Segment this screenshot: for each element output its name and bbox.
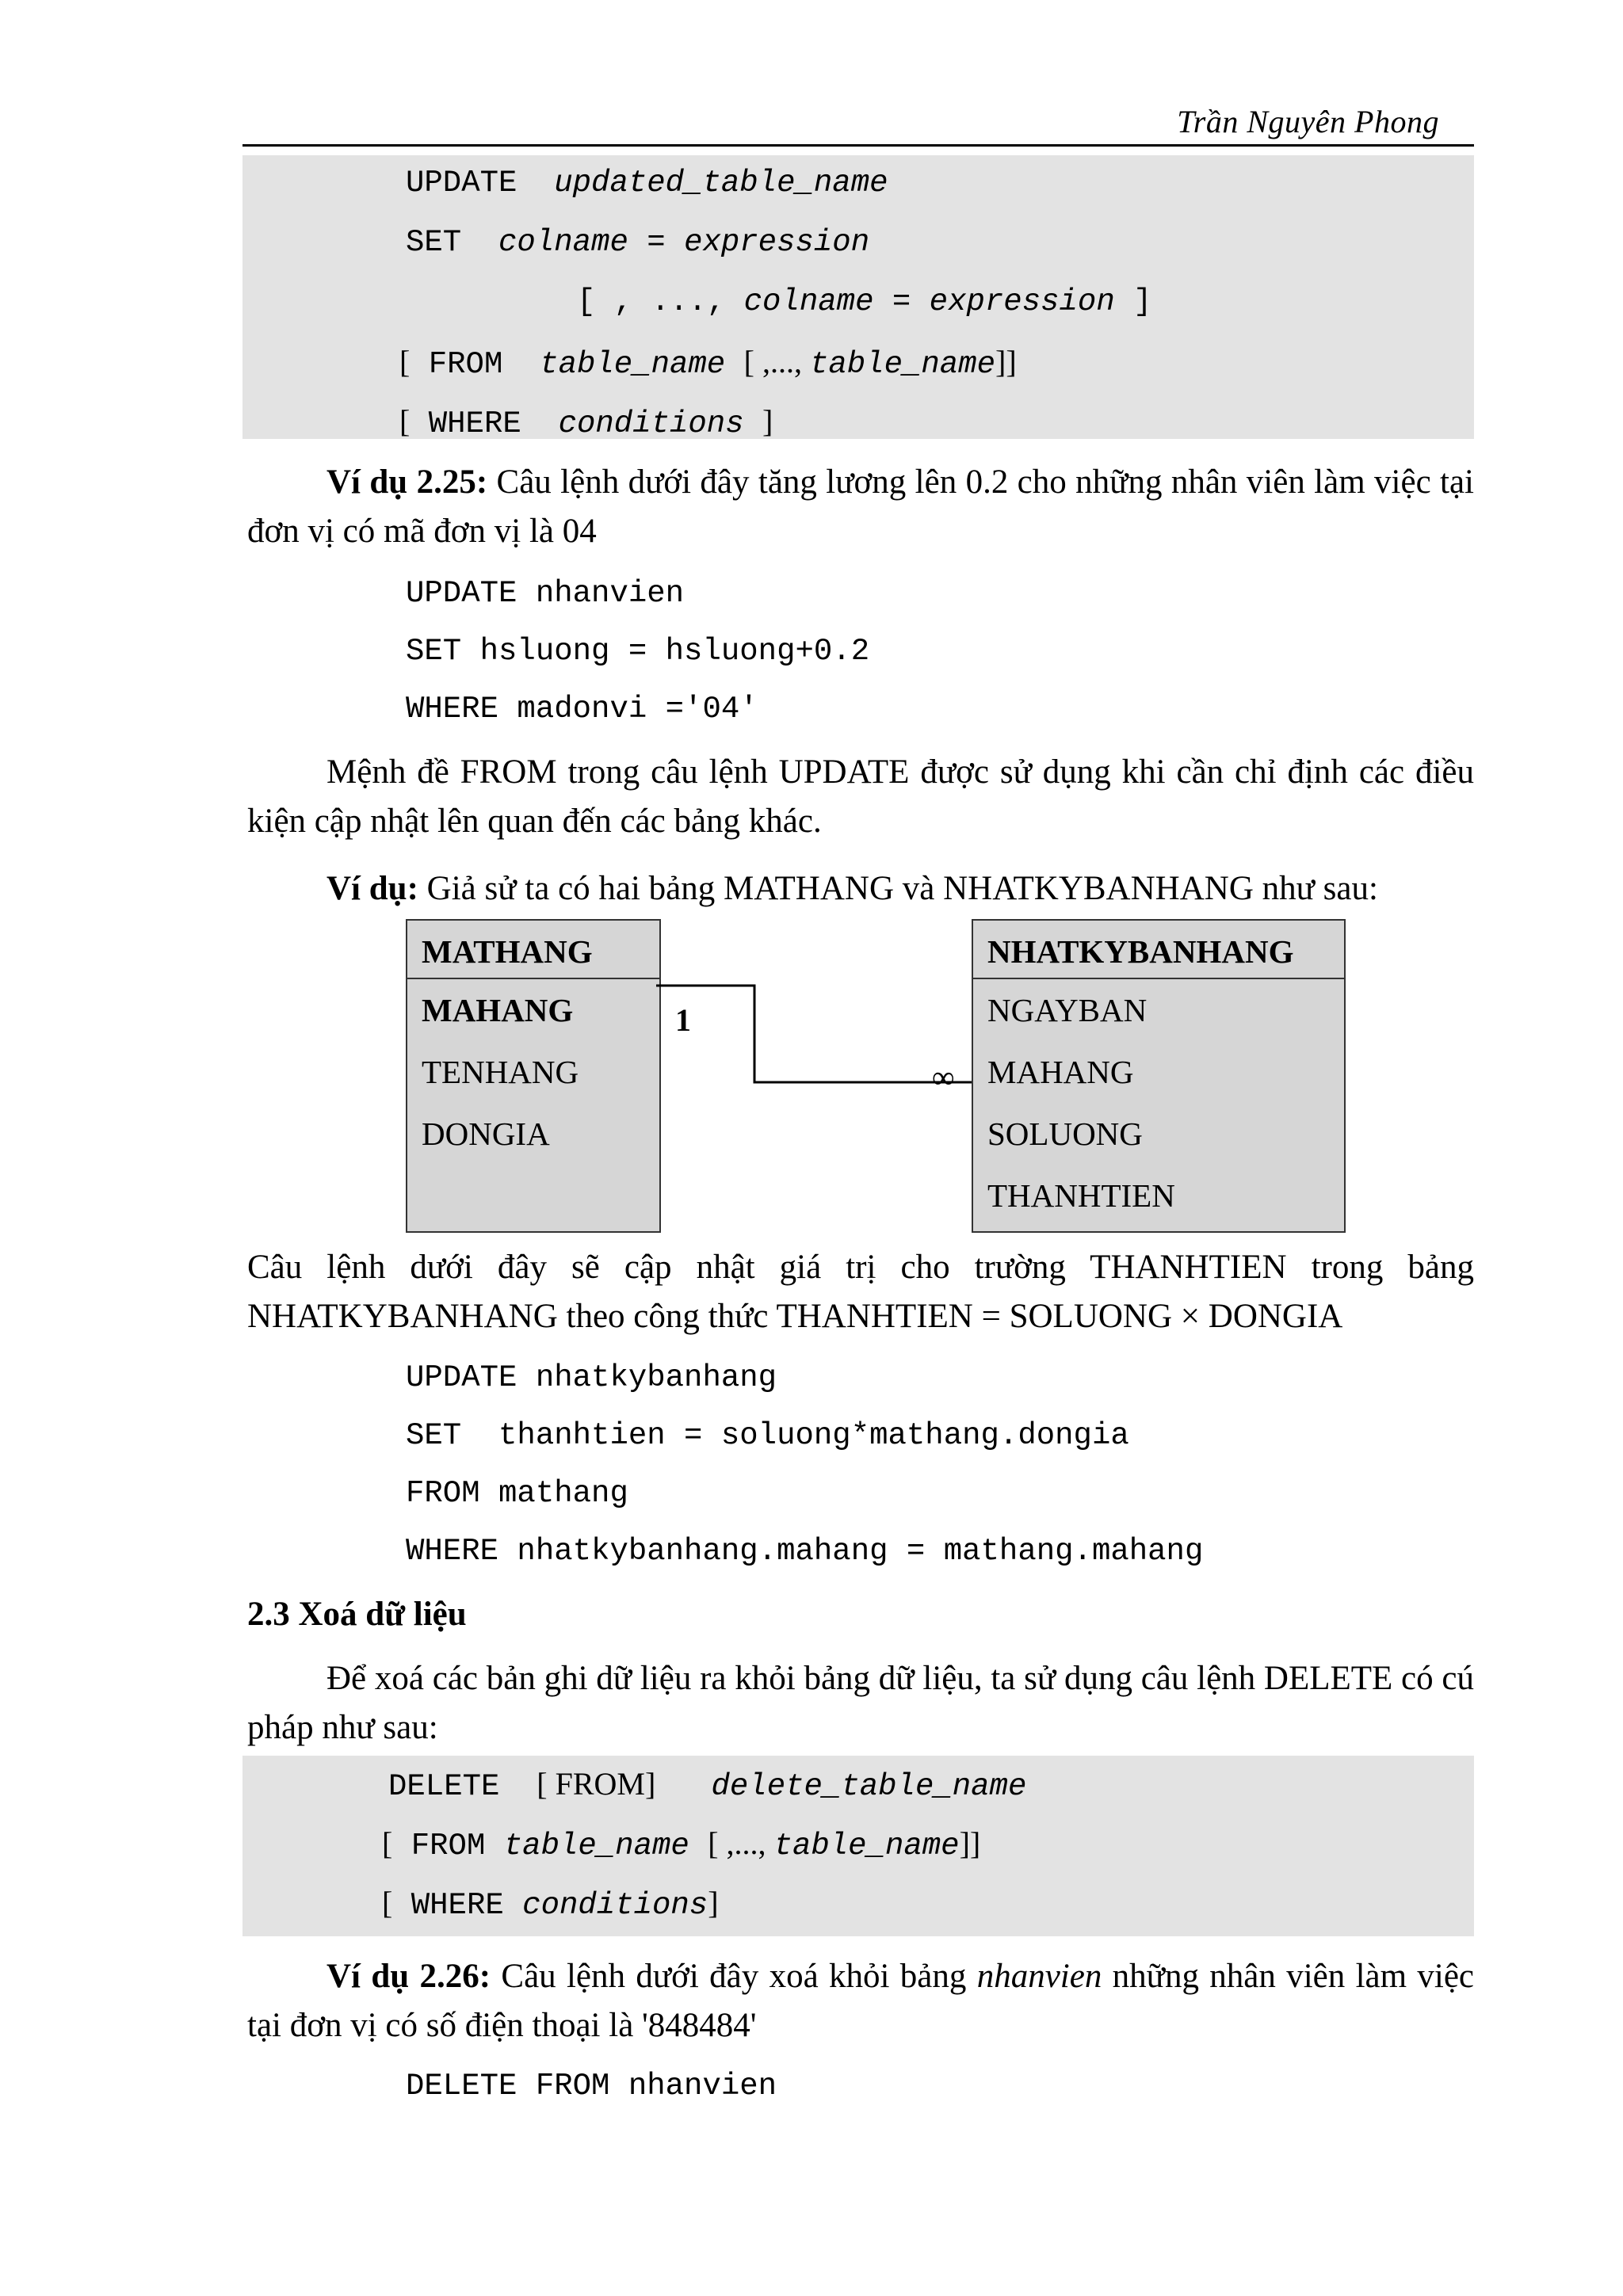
update-syntax-line3: [ , ..., colname = expression ] bbox=[577, 284, 1152, 319]
example-tables-intro: Ví dụ: Giả sử ta có hai bảng MATHANG và NHATKYBANHANG như sau: bbox=[327, 870, 1378, 907]
example-2-25-code-3: WHERE madonvi ='04' bbox=[406, 692, 758, 727]
table-mathang-field: TENHANG bbox=[422, 1054, 579, 1090]
update-syntax-line1: UPDATE updated_table_name bbox=[406, 166, 888, 200]
table-nhatkybanhang-field: NGAYBAN bbox=[987, 992, 1148, 1028]
thanhtien-code-1: UPDATE nhatkybanhang bbox=[406, 1360, 777, 1395]
table-mathang-field: DONGIA bbox=[422, 1116, 550, 1152]
section-2-3-heading: 2.3 Xoá dữ liệu bbox=[247, 1596, 467, 1633]
example-2-26-table-name: nhanvien bbox=[976, 1958, 1102, 1995]
table-nhatkybanhang-title: NHATKYBANHANG bbox=[973, 921, 1344, 979]
relation-many-label: ∞ bbox=[932, 1059, 955, 1095]
example-2-25-code-1: UPDATE nhanvien bbox=[406, 576, 685, 611]
example-2-26-code-1: DELETE FROM nhanvien bbox=[406, 2069, 777, 2103]
thanhtien-code-4: WHERE nhatkybanhang.mahang = mathang.mahang bbox=[406, 1534, 1204, 1569]
update-syntax-line2: SET colname = expression bbox=[406, 225, 870, 260]
example-2-25-text: Câu lệnh dưới đây tăng lương lên 0.2 cho những nhân viên làm việc tại đơn vị có mã đơn vị là 04 bbox=[247, 463, 1475, 550]
example-2-26-paragraph: Ví dụ 2.26: Câu lệnh dưới đây xoá khỏi bảng nhanvien những nhân viên làm việc tại đơn vị có số điện thoại là '848484' bbox=[247, 1958, 1474, 2044]
thanhtien-note-line2: NHATKYBANHANG theo công thức THANHTIEN = SOLUONG × DONGIA bbox=[247, 1298, 1343, 1335]
from-clause-note: Mệnh đề FROM trong câu lệnh UPDATE được sử dụng khi cần chỉ định các điều kiện cập nhật lên quan đến các bảng khác. bbox=[247, 753, 1474, 840]
example-2-25-label: Ví dụ 2.25: bbox=[327, 463, 488, 501]
example-tables-label: Ví dụ: bbox=[327, 870, 418, 907]
section-2-3-intro: Để xoá các bản ghi dữ liệu ra khỏi bảng dữ liệu, ta sử dụng câu lệnh DELETE có cú pháp như sau: bbox=[247, 1660, 1474, 1746]
example-2-26-label: Ví dụ 2.26: bbox=[327, 1958, 491, 1995]
update-syntax-line4: [ FROM table_name [ ,..., table_name]] bbox=[399, 344, 1017, 382]
header-author: Trần Nguyên Phong bbox=[1177, 104, 1439, 139]
table-mathang-key-field: MAHANG bbox=[422, 992, 574, 1028]
example-2-25-code-2: SET hsluong = hsluong+0.2 bbox=[406, 634, 870, 669]
update-syntax-line5: [ WHERE conditions ] bbox=[399, 403, 773, 441]
thanhtien-note-line1: Câu lệnh dưới đây sẽ cập nhật giá trị cho trường THANHTIEN trong bảng bbox=[247, 1249, 1474, 1286]
table-mathang-title: MATHANG bbox=[407, 921, 659, 979]
thanhtien-code-2: SET thanhtien = soluong*mathang.dongia bbox=[406, 1418, 1129, 1453]
delete-syntax-line1: DELETE [ FROM] delete_table_name bbox=[388, 1766, 1027, 1804]
delete-syntax-line3: [ WHERE conditions] bbox=[382, 1885, 719, 1923]
table-nhatkybanhang-field: THANHTIEN bbox=[987, 1177, 1175, 1214]
relation-one-label: 1 bbox=[675, 1002, 691, 1038]
thanhtien-code-3: FROM mathang bbox=[406, 1476, 628, 1511]
delete-syntax-line2: [ FROM table_name [ ,..., table_name]] bbox=[382, 1825, 981, 1863]
table-nhatkybanhang-field: SOLUONG bbox=[987, 1116, 1143, 1152]
table-nhatkybanhang-field: MAHANG bbox=[987, 1054, 1134, 1090]
